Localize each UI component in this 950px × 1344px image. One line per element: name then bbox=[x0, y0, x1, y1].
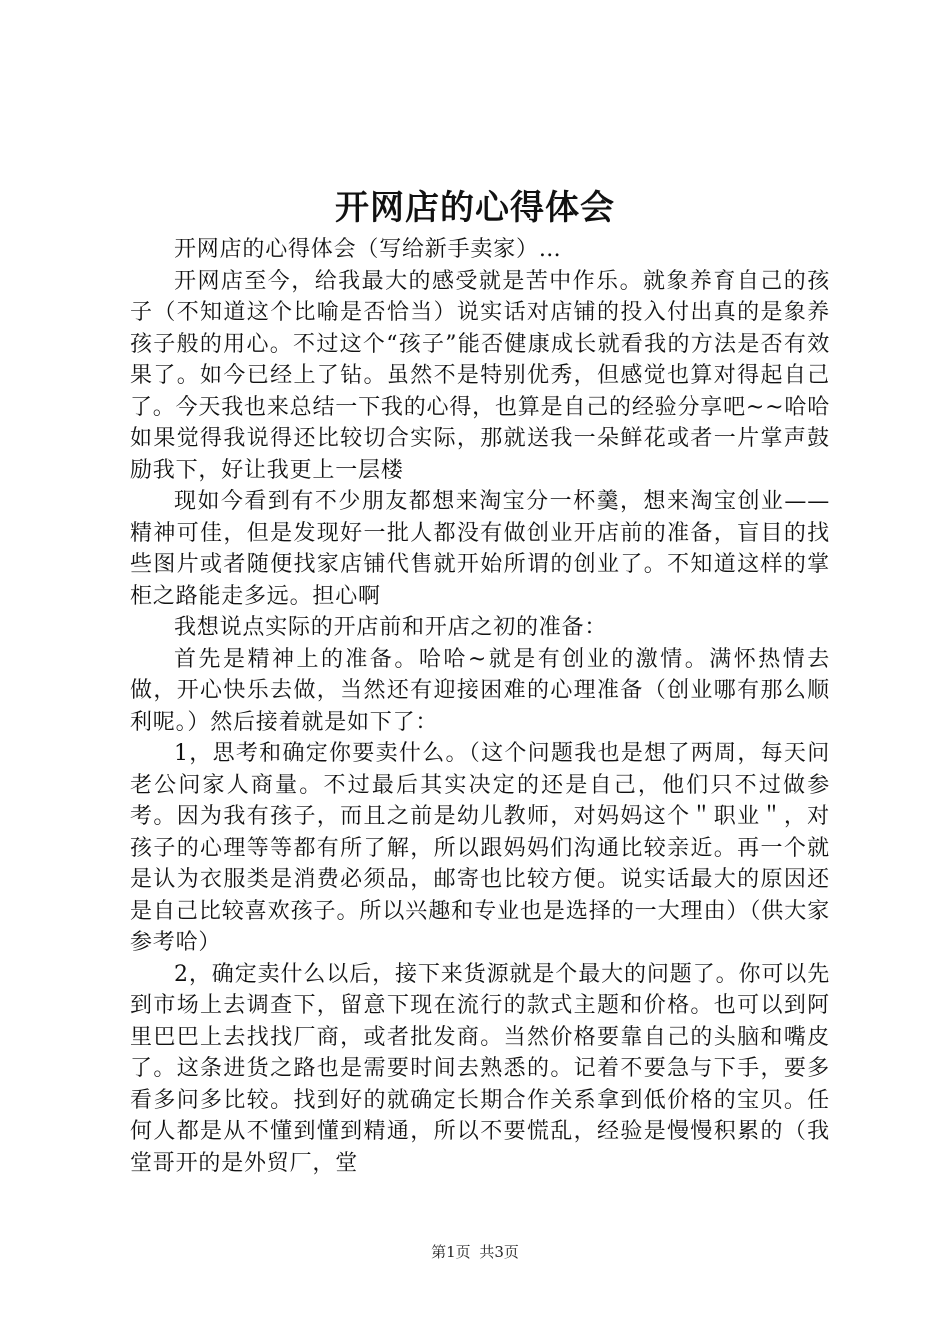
paragraph-point-1: 1，思考和确定你要卖什么。（这个问题我也是想了两周，每天问老公问家人商量。不过最后其实决定的还是自己，他们只不过做参考。因为我有孩子，而且之前是幼儿教师，对妈妈这个＂职业＂，对孩子的心理等等都有所了解，所以跟妈妈们沟通比较亲近。再一个就是认为衣服类是消费必须品，邮寄也比较方便。说实话最大的原因还是自己比较喜欢孩子。所以兴趣和专业也是选择的一大理由）（供大家参考哈） bbox=[130, 741, 830, 955]
paragraph-mental-preparation: 首先是精神上的准备。哈哈~就是有创业的激情。满怀热情去做，开心快乐去做，当然还有迎接困难的心理准备（创业哪有那么顺利呢。）然后接着就是如下了： bbox=[130, 646, 830, 735]
paragraph-preparation-lead: 我想说点实际的开店前和开店之初的准备： bbox=[174, 615, 608, 640]
document-body bbox=[130, 234, 830, 1179]
paragraph-subtitle: 开网店的心得体会（写给新手卖家）… bbox=[174, 237, 562, 262]
page-number: 第1页 bbox=[431, 1243, 471, 1261]
paragraph-point-2: 2，确定卖什么以后，接下来货源就是个最大的问题了。你可以先到市场上去调查下，留意下现在流行的款式主题和价格。也可以到阿里巴巴上去找找厂商，或者批发商。当然价格要靠自己的头脑和嘴皮了。这条进货之路也是需要时间去熟悉的。记着不要急与下手，要多看多问多比较。找到好的就确定长期合作关系拿到低价格的宝贝。任何人都是从不懂到懂到精通，所以不要慌乱，经验是慢慢积累的（我堂哥开的是外贸厂，堂 bbox=[130, 961, 830, 1176]
document-title: 开网店的心得体会 bbox=[335, 188, 615, 228]
paragraph-intro: 开网店至今，给我最大的感受就是苦中作乐。就象养育自己的孩子（不知道这个比喻是否恰当）说实话对店铺的投入付出真的是象养孩子般的用心。不过这个“孩子”能否健康成长就看我的方法是否有效果了。如今已经上了钻。虽然不是特别优秀，但感觉也算对得起自己了。今天我也来总结一下我的心得，也算是自己的经验分享吧~~哈哈如果觉得我说得还比较切合实际，那就送我一朵鲜花或者一片掌声鼓励我下，好让我更上一层楼 bbox=[130, 268, 830, 483]
paragraph-observation: 现如今看到有不少朋友都想来淘宝分一杯羹，想来淘宝创业——精神可佳，但是发现好一批人都没有做创业开店前的准备，盲目的找些图片或者随便找家店铺代售就开始所谓的创业了。不知道这样的掌柜之路能走多远。担心啊 bbox=[130, 489, 830, 609]
page-footer bbox=[0, 1242, 950, 1262]
page-total: 共3页 bbox=[479, 1243, 519, 1261]
